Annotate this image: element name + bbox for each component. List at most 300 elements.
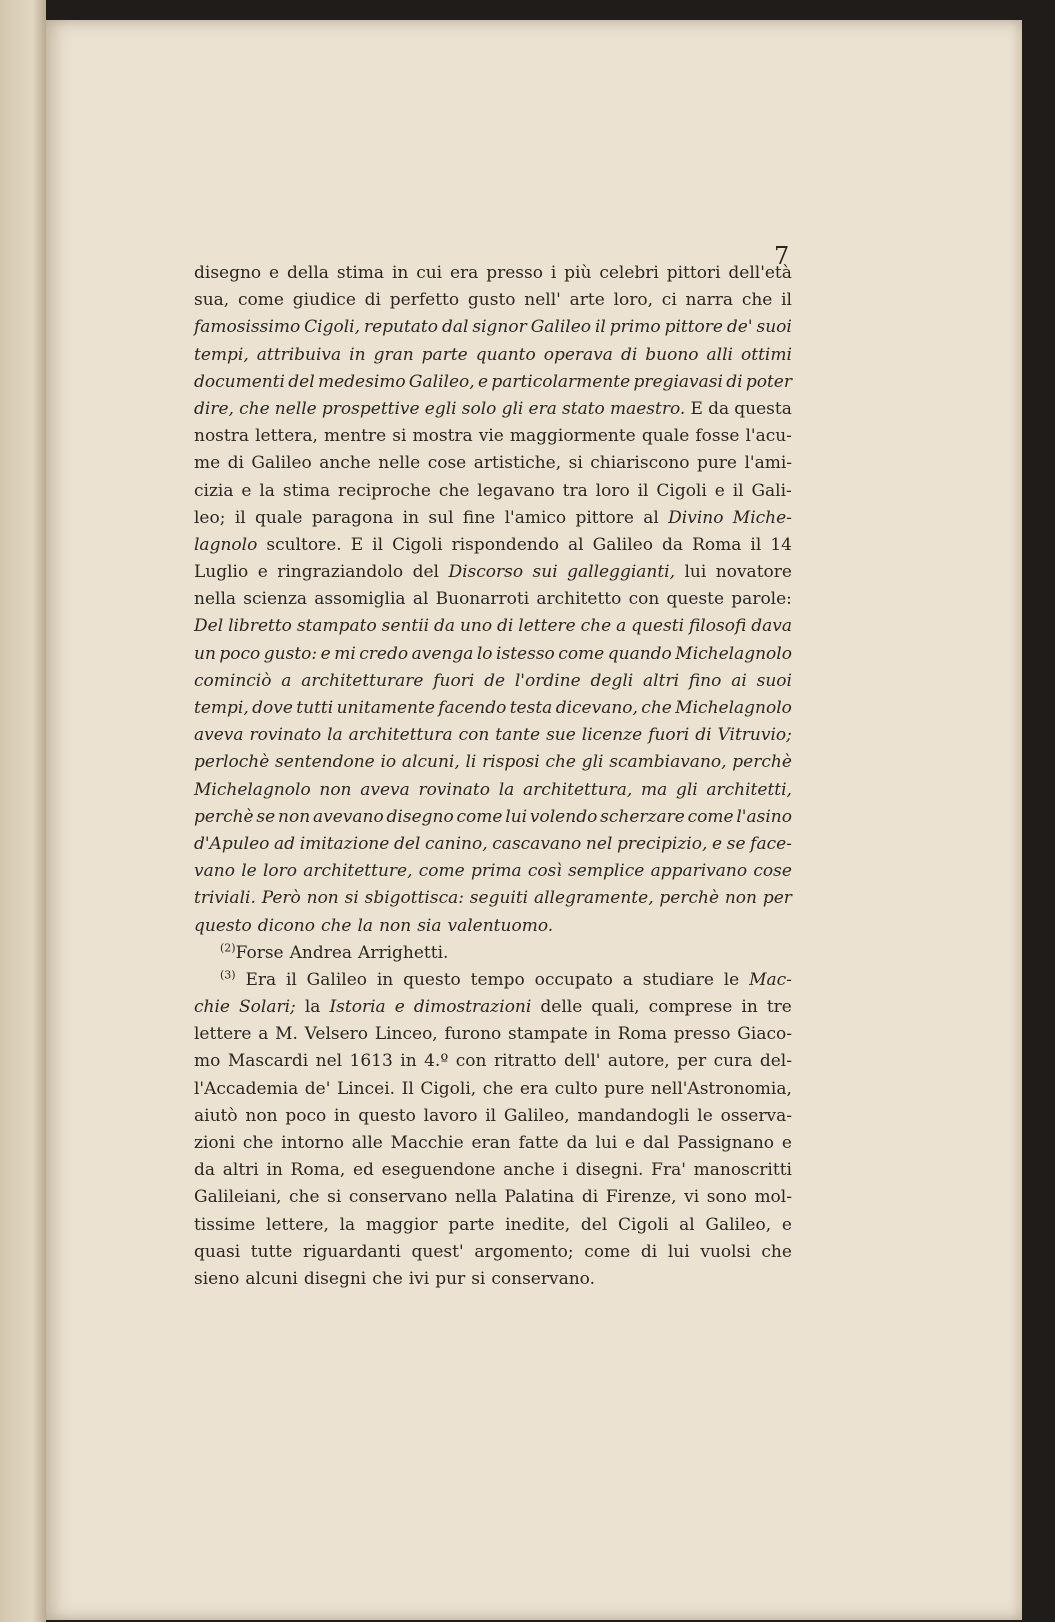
word: aiutò (194, 1105, 238, 1126)
word: dell' (563, 1051, 601, 1072)
word: la (498, 779, 515, 800)
word: gli (501, 398, 524, 419)
word: era (519, 1078, 549, 1099)
word: il (285, 969, 297, 990)
word: anche (503, 1160, 555, 1181)
word: lagnolo (194, 534, 258, 555)
word: Michelagnolo (675, 698, 792, 718)
word: chiariscono (590, 453, 690, 474)
word: in (334, 1105, 351, 1126)
word: dicevano, (555, 698, 638, 718)
word: Passignano (677, 1133, 775, 1153)
word: la (339, 1214, 356, 1235)
word: la (304, 997, 321, 1018)
word: lettere, (266, 1214, 329, 1235)
word: di (364, 290, 381, 311)
word: eran (471, 1133, 511, 1153)
word: lui (684, 562, 707, 583)
text-line (194, 749, 792, 776)
word: de' (726, 317, 753, 338)
word: e (714, 480, 725, 501)
word: E (350, 534, 364, 555)
word: zioni (194, 1133, 236, 1153)
word: architetto (536, 589, 622, 610)
word: allegramente, (533, 888, 654, 909)
word: gusto (467, 290, 516, 311)
word: da (708, 398, 730, 419)
word: pur (435, 1268, 466, 1289)
word: come (558, 643, 605, 664)
word: come (687, 806, 734, 827)
word: Cigoli, (420, 1078, 477, 1099)
word: autore, (607, 1051, 670, 1072)
word: nostra (194, 426, 250, 447)
word: in (349, 344, 366, 365)
word: vie (478, 426, 504, 447)
word: fine (462, 507, 496, 528)
word: uno (459, 616, 493, 637)
word: dimostrazioni (413, 997, 532, 1018)
word: dire, (194, 398, 234, 419)
word: architetturare (301, 670, 424, 691)
word: studiare (642, 969, 714, 990)
word: inedite, (505, 1214, 571, 1235)
word: che (438, 480, 470, 501)
word: di (497, 616, 514, 637)
word: a (622, 969, 633, 990)
word: risposi (482, 752, 540, 773)
word: sua, (194, 290, 230, 311)
word: l'Accademia (194, 1078, 299, 1099)
word: Vitruvio; (717, 725, 792, 746)
word: al (412, 589, 429, 610)
word: avevano (312, 806, 384, 827)
word: culto (554, 1078, 598, 1099)
word: famosissimo (194, 317, 301, 338)
word: aveva (360, 779, 410, 800)
word: e (257, 562, 268, 583)
word: solo (461, 398, 497, 419)
text-line (194, 478, 792, 505)
word: lui (595, 1133, 618, 1153)
text-line (194, 1048, 792, 1075)
word: a (281, 670, 292, 691)
word: e (781, 1133, 792, 1153)
word: fuori (433, 670, 475, 691)
word: architetture, (303, 861, 413, 882)
word: face- (750, 833, 792, 854)
word: in (594, 1024, 611, 1045)
word: novatore (715, 562, 792, 583)
word: giudice (292, 290, 356, 311)
word: Gali- (751, 480, 792, 501)
text-line (194, 1103, 792, 1130)
word: e (269, 263, 280, 283)
text-line (194, 695, 792, 722)
word: che (320, 915, 352, 936)
word: prospettive (321, 398, 420, 419)
word: l'ami- (744, 453, 792, 474)
word: lettera, (255, 426, 318, 447)
word: e (781, 1214, 792, 1235)
word: il (750, 534, 762, 555)
text-line (194, 1157, 792, 1184)
word: ai (731, 670, 747, 691)
word: dal (642, 1133, 670, 1153)
text-line (194, 831, 792, 858)
word: filosofi (688, 616, 747, 637)
word: con (458, 725, 490, 746)
word: pittore (664, 317, 723, 338)
word: tempi, (194, 344, 249, 365)
word: lettere (194, 1024, 252, 1045)
word: scambiavano, (609, 752, 727, 773)
word: riguardanti (302, 1241, 401, 1262)
word: se (256, 806, 276, 827)
word: queste (666, 589, 725, 610)
word: tante (495, 725, 541, 746)
word: nell'Astronomia, (650, 1078, 792, 1099)
word: lettere (518, 616, 576, 637)
word: Divino (668, 507, 724, 528)
word: medesimo (317, 371, 406, 392)
word: presso (673, 1024, 731, 1045)
word: nelle (378, 453, 421, 474)
word: Galileo (592, 534, 653, 555)
word: se (726, 833, 746, 854)
word: gli (581, 752, 604, 773)
word: e (320, 643, 331, 664)
word: quest' (411, 1241, 464, 1262)
word: da (434, 616, 456, 637)
word: a (258, 1024, 269, 1045)
word: lo (476, 643, 493, 664)
word: gran (373, 344, 414, 365)
word: lavoro (423, 1105, 478, 1126)
word: perchè (732, 752, 792, 773)
word: galleggianti, (567, 562, 676, 583)
word: ma (640, 779, 668, 800)
word: conservano (348, 1187, 448, 1208)
word: quanto (475, 344, 536, 365)
word: di (227, 453, 244, 474)
word: come (584, 1241, 631, 1262)
word: narra (685, 290, 734, 311)
word: sia (417, 915, 442, 936)
word: mi (334, 643, 356, 664)
word: Arrighetti. (358, 942, 449, 963)
word: architettura, (522, 779, 633, 800)
word: da (566, 1133, 588, 1153)
word: come (456, 806, 503, 827)
word: primo (609, 317, 661, 338)
word: lui (667, 1241, 690, 1262)
word: quali, (591, 997, 640, 1018)
word: maggiormente (509, 426, 636, 447)
word: Discorso (448, 562, 524, 583)
word: Palatina (504, 1187, 575, 1208)
word: l'acu- (745, 426, 792, 447)
word: Miche- (732, 507, 792, 528)
word: pittori (666, 263, 721, 283)
word: anche (319, 453, 371, 474)
word: quasi (194, 1241, 241, 1262)
word: nel (315, 1051, 343, 1072)
word: chie (194, 997, 230, 1018)
text-line (194, 532, 792, 559)
word: sono (706, 1187, 747, 1208)
word: li (465, 752, 477, 773)
word: del- (759, 1051, 792, 1072)
word: Mac- (749, 969, 792, 990)
word: cizia (194, 480, 234, 501)
word: stima (336, 263, 385, 283)
word: tutte (250, 1241, 293, 1262)
text-line (194, 1184, 792, 1211)
word: facendo (438, 698, 507, 718)
word: Galileo, (408, 371, 475, 392)
word: architettura (348, 725, 453, 746)
word: e (394, 997, 405, 1018)
word: rispondendo (451, 534, 559, 555)
word: unitamente (336, 698, 435, 718)
word: Buonarroti (435, 589, 530, 610)
word: tissime (194, 1214, 256, 1235)
word: conservano. (491, 1268, 596, 1289)
word: me (194, 453, 221, 474)
word: con (628, 589, 660, 610)
word: Roma (617, 1024, 667, 1045)
text-line (194, 804, 792, 831)
text-line (194, 314, 792, 341)
word: de (484, 670, 506, 691)
word: Firenze, (605, 1187, 677, 1208)
word: tempi, (194, 698, 249, 718)
word: non (245, 1105, 278, 1126)
word: Galileo (306, 969, 367, 990)
word: artistiche, (473, 453, 562, 474)
word: apparivano (650, 861, 748, 882)
word: perchè (659, 888, 720, 909)
text-line (194, 777, 792, 804)
word: d'Apuleo (194, 833, 270, 854)
word: più (564, 263, 592, 283)
word: perfetto (389, 290, 460, 311)
word: e (712, 833, 723, 854)
text-line (194, 586, 792, 613)
word: istesso (496, 643, 555, 664)
footnote-marker: (3) (220, 968, 236, 982)
word: dal (441, 317, 469, 338)
word: lui (505, 806, 528, 827)
word: il (234, 507, 246, 528)
word: Galileiani, (194, 1187, 282, 1208)
word: maggior (365, 1214, 438, 1235)
word: triviali. (194, 888, 256, 909)
word: poco (219, 643, 261, 664)
word: dell'età (728, 263, 792, 283)
word: M. (275, 1024, 298, 1045)
word: reputato (363, 317, 438, 338)
word: parte (421, 344, 468, 365)
word: pure (696, 453, 737, 474)
word: 4.º (424, 1051, 449, 1072)
text-line (194, 722, 792, 749)
word: buono (645, 344, 699, 365)
word: arte (569, 290, 605, 311)
word: alle (351, 1133, 383, 1153)
word: per (762, 888, 792, 909)
word: occupato (534, 969, 613, 990)
word: si (392, 426, 407, 447)
word: cui (416, 263, 443, 283)
word: fosse (695, 426, 740, 447)
word: gusto: (263, 643, 318, 664)
word: Luglio (194, 562, 249, 583)
word: Cigoli (392, 534, 443, 555)
word: semplice (568, 861, 645, 882)
text-line (194, 1130, 792, 1157)
word: la (327, 725, 343, 746)
text-line (194, 967, 792, 994)
word: Mascardi (227, 1051, 309, 1072)
word: che (580, 616, 612, 637)
word: sul (428, 507, 454, 528)
word: libretto (228, 616, 292, 637)
word: gli (675, 779, 698, 800)
word: licenze (581, 725, 643, 746)
word: pittore (575, 507, 634, 528)
text-line (194, 369, 792, 396)
word: a (616, 616, 627, 637)
word: Forse (235, 942, 284, 963)
word: Istoria (329, 997, 386, 1018)
word: Roma, (290, 1160, 346, 1181)
word: operava (543, 344, 613, 365)
word: vuolsi (700, 1241, 751, 1262)
word: Giaco- (737, 1024, 792, 1045)
word: che (641, 698, 672, 718)
text-line (194, 641, 792, 668)
word: 14 (770, 534, 792, 555)
word: Il (401, 1078, 414, 1099)
word: si (344, 888, 359, 909)
word: il (732, 480, 744, 501)
word: loro, (613, 290, 654, 311)
text-line (194, 613, 792, 640)
word: sue (546, 725, 576, 746)
word: nel (585, 833, 613, 854)
text-line (194, 1212, 792, 1239)
word: tra (562, 480, 588, 501)
word: alcuni, (401, 752, 460, 773)
word: le (723, 969, 740, 990)
word: rovinato (418, 779, 490, 800)
word: alcuni (245, 1268, 298, 1289)
word: sui (532, 562, 558, 583)
word: mandandogli (577, 1105, 690, 1126)
word: 1613 (349, 1051, 393, 1072)
word: del (393, 833, 421, 854)
word: argomento; (474, 1241, 574, 1262)
word: tempo (470, 969, 525, 990)
word: Michelagnolo (194, 779, 311, 800)
word: che (545, 752, 576, 773)
body-text (194, 260, 792, 1293)
word: Lincei. (336, 1078, 396, 1099)
word: di (620, 344, 638, 365)
word: Del (194, 616, 224, 637)
word: dava (751, 616, 792, 637)
word: e (241, 480, 252, 501)
word: precipizio, (616, 833, 708, 854)
text-line (194, 423, 792, 450)
text-line (194, 342, 792, 369)
word: le (697, 1105, 713, 1126)
word: di (726, 371, 743, 392)
word: Galileo (530, 317, 592, 338)
word: quando (607, 643, 672, 664)
word: che (741, 290, 773, 311)
text-line (194, 858, 792, 885)
word: ci (661, 290, 677, 311)
word: Galileo, (705, 1214, 772, 1235)
word: io (380, 752, 397, 773)
word: eseguendone (381, 1160, 496, 1181)
word: disegni (303, 1268, 367, 1289)
word: in (741, 997, 758, 1018)
footnote-marker: (2) (220, 941, 236, 955)
word: volendo (529, 806, 598, 827)
word: al (568, 534, 584, 555)
word: che (482, 1078, 514, 1099)
word: la (357, 915, 374, 936)
word: che (372, 1268, 403, 1289)
word: comprese (648, 997, 733, 1018)
word: come (418, 861, 465, 882)
word: il (372, 534, 384, 555)
word: ivi (408, 1268, 430, 1289)
word: valentuomo. (447, 915, 554, 936)
word: di (695, 725, 712, 746)
word: altri (643, 670, 680, 691)
word: scultore. (266, 534, 342, 555)
facing-page-edge (0, 0, 46, 1622)
text-line (194, 1076, 792, 1103)
word: prima (470, 861, 522, 882)
word: al (679, 1214, 695, 1235)
word: avenga (411, 643, 474, 664)
word: ringraziandolo (277, 562, 404, 583)
word: alli (706, 344, 733, 365)
text-line (194, 1266, 792, 1293)
word: poter (745, 371, 792, 392)
word: parte (448, 1214, 495, 1235)
word: Cigoli (656, 480, 707, 501)
word: l'amico (504, 507, 567, 528)
word: stampate (508, 1024, 588, 1045)
word: l'asino (736, 806, 792, 827)
word: fino (688, 670, 722, 691)
word: parole: (731, 589, 792, 610)
word: signor (472, 317, 527, 338)
word: i (550, 263, 557, 283)
word: fuori (648, 725, 690, 746)
word: Roma (692, 534, 742, 555)
word: non (319, 779, 352, 800)
word: stampato (296, 616, 377, 637)
word: Solari; (239, 997, 296, 1018)
